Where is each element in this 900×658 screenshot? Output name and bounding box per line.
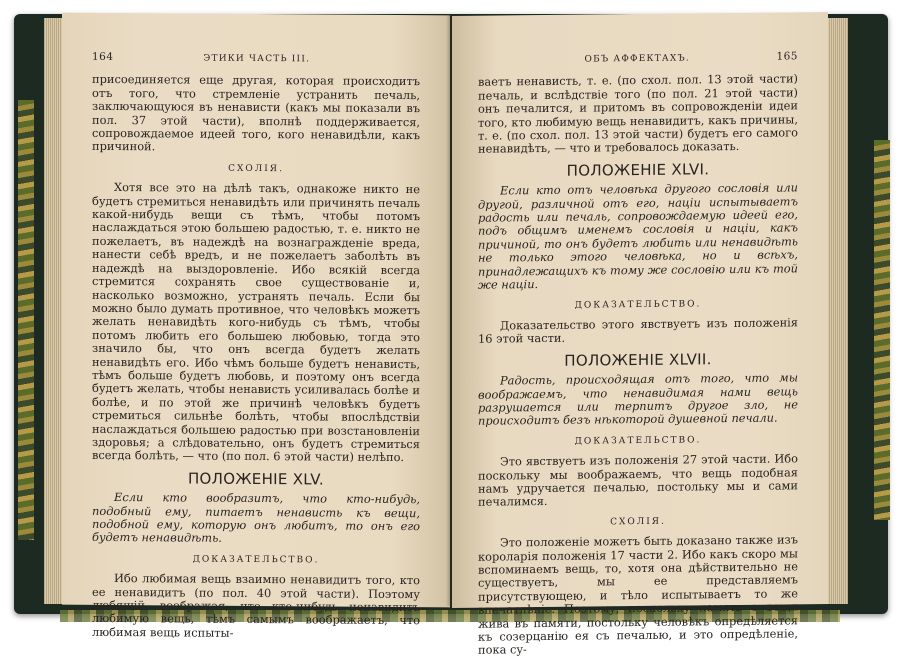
right-page-header <box>478 50 798 68</box>
section-label: ДОКАЗАТЕЛЬСТВО. <box>574 435 702 447</box>
proposition-heading: ПОЛОЖЕНІЕ XLVII. <box>564 349 712 370</box>
left-page <box>62 13 450 640</box>
running-title: ЭТИКИ ЧАСТЬ III. <box>203 53 311 65</box>
proposition-heading: ПОЛОЖЕНІЕ XLV. <box>187 469 325 489</box>
paragraph: Доказательство этого явствуетъ изъ положенія 16 этой части. <box>478 315 798 347</box>
section-label: СХОЛІЯ. <box>228 163 284 175</box>
section-label: ДОКАЗАТЕЛЬСТВО. <box>574 298 702 311</box>
running-title: ОБЪ АФФЕКТАХЪ. <box>584 53 690 65</box>
proposition-text: Если кто отъ человѣка другого сословія или другой, различной отъ его, націи испытываетъ радость или печаль, сопровождаемую идеей его, подъ общимъ именемъ сословія и націи, какъ причиной, то онъ будетъ любить или ненавидѣть не только этого человѣка, но и всѣхъ, принадлежащихъ къ тому же сословію или къ той же націи. <box>478 180 798 292</box>
paragraph: Хотя все это на дѣлѣ такъ, однакоже никто не будетъ стремиться ненавидѣть или причинять печаль какой-нибудь вещи съ тѣмъ, чтобы потомъ наслаждаться этою большею радостью, т. е. никто не пожелаетъ, въ надеждѣ на вознагражденіе вреда, нанести себѣ вредъ, и не пожелаетъ заболѣть въ надеждѣ на выздоровленіе. Ибо всякій всегда стремится сохранять свое существованіе и, насколько возможно, устранять печаль. Если бы можно было думать противное, что человѣкъ можетъ желать ненавидѣть кого-нибудь съ тѣмъ, чтобы потомъ любить его большею любовью, тогда это значило бы, что онъ всегда будетъ желать ненавидѣть его. Ибо чѣмъ больше будетъ ненависть, тѣмъ больше будетъ любовь, и поэтому онъ всегда будетъ желать, чтобы ненависть усиливалась болѣе и болѣе, и по этой же причинѣ человѣкъ будетъ стремиться сильнѣе болѣть, чтобы впослѣдствіи наслаждаться большею радостью при возстановленіи здоровья; а слѣдовательно, онъ будетъ стремиться всегда болѣть, — что (по пол. 6 этой части) нелѣпо. <box>92 180 420 465</box>
paragraph: Ибо любимая вещь взаимно ненавидитъ того, кто ее ненавидитъ (по пол. 40 этой части). Поэтому любящій, воображая, что кто-нибудь ненавидитъ любимую вещь, тѣмъ самымъ воображаетъ, что любимая вещь испыты- <box>92 571 420 640</box>
page-number: 164 <box>92 50 114 64</box>
section-label: ДОКАЗАТЕЛЬСТВО. <box>192 554 320 566</box>
left-page-header <box>92 51 420 68</box>
page-stack-right <box>826 18 848 604</box>
proposition-text: Если кто вообразитъ, что кто-нибудь, подобный ему, питаетъ ненависть къ вещи, подобной ему, которую онъ любитъ, то онъ его будетъ ненавидѣть. <box>92 490 420 546</box>
marbled-edge-left <box>18 100 34 540</box>
section-label: СХОЛІЯ. <box>610 516 666 528</box>
page-stack-left <box>44 18 64 604</box>
page-number: 165 <box>776 50 798 63</box>
paragraph: Это явствуетъ изъ положенія 27 этой части. Ибо поскольку мы воображаемъ, что вещь подобная намъ удручается печалью, постольку мы и сами печалимся. <box>478 451 798 510</box>
right-page <box>452 12 828 658</box>
proposition-text: Радость, происходящая отъ того, что мы воображаемъ, что ненавидимая нами вещь разрушается или терпитъ другое зло, не происходитъ безъ нѣкоторой душевной печали. <box>478 370 798 429</box>
marbled-edge-right <box>874 140 890 520</box>
paragraph: присоединяется еще другая, которая происходитъ отъ того, что стремленіе устранить печаль, заключающуюся въ ненависти (какъ мы показали въ пол. 37 этой части), вполнѣ поддерживается, сопровождаемое идеей того, кого ненавидѣли, какъ причиной. <box>92 72 420 154</box>
proposition-heading: ПОЛОЖЕНІЕ XLVI. <box>566 160 710 180</box>
paragraph: Это положеніе можетъ быть доказано также изъ короларія положенія 17 части 2. Ибо какъ скоро мы вспоминаемъ вещь, то, хотя она дѣйствительно не существуетъ, мы ее представляемъ присутствующею, и тѣло испытываетъ то же впечатлѣніе. Поэтому, поскольку память о вещи жива въ памяти, постольку человѣкъ опредѣляется къ созерцанію ея съ печалью, и это опредѣленіе, пока су- <box>478 532 798 658</box>
paragraph: ваетъ ненависть, т. е. (по схол. пол. 13 этой части) печаль, и вслѣдствіе того (по пол. 21 этой части) онъ печалится, и притомъ въ сопровожденіи идеи того, кто любимую вещь ненавидитъ, какъ причины, т. е. (по схол. пол. 13 этой части) будетъ его самого ненавидѣть, — что и требовалось доказать. <box>478 71 798 157</box>
